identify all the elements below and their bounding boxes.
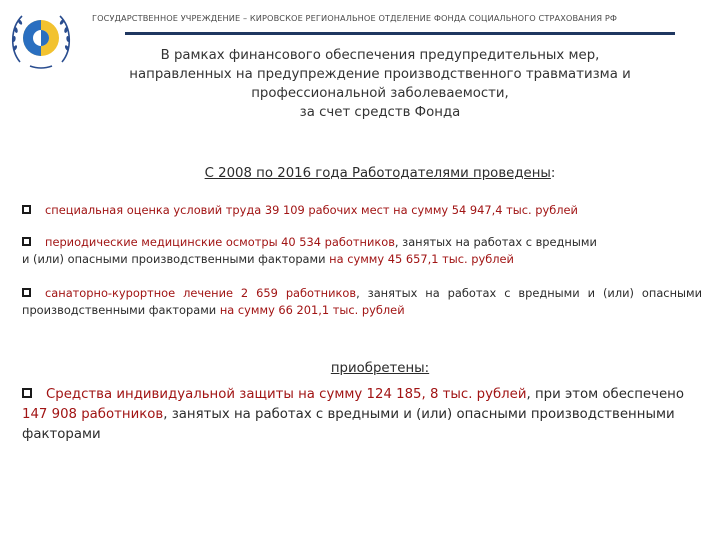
list-item [22, 234, 702, 268]
fss-emblem-icon [6, 4, 76, 74]
acquired-highlight: Средства индивидуальной защиты на сумму 124 185, 8 тыс. рублей [46, 387, 527, 402]
acquired-paragraph [22, 385, 702, 445]
intro-line: направленных на предупреждение производственного травматизма и [129, 67, 631, 82]
checkbox-bullet-icon [22, 388, 32, 398]
intro-text [70, 46, 690, 122]
section-heading-colon: : [550, 166, 556, 181]
acquired-text: , занятых на работах с вредными и (или) опасными производственными факторами [22, 407, 675, 442]
section-heading-acquired: приобретены: [330, 361, 430, 376]
checkbox-bullet-icon [22, 237, 31, 246]
acquired-highlight: 147 908 работников [22, 407, 164, 422]
header-divider [125, 32, 675, 35]
list-item-text: , занятых на работах с вредными и (или) опасными производственными факторами [22, 286, 703, 317]
section-heading-conducted [70, 166, 690, 181]
list-item-highlight: периодические медицинские осмотры 40 534 работников [45, 235, 395, 249]
intro-line: за счет средств Фонда [299, 105, 461, 120]
checkbox-bullet-icon [22, 205, 31, 214]
intro-line: В рамках финансового обеспечения предупредительных мер, [160, 48, 600, 63]
organization-title: ГОСУДАРСТВЕННОЕ УЧРЕЖДЕНИЕ – КИРОВСКОЕ РЕГИОНАЛЬНОЕ ОТДЕЛЕНИЕ ФОНДА СОЦИАЛЬНОГО СТРАХОВАНИЯ РФ [92, 13, 618, 23]
list-item [22, 202, 702, 219]
intro-line: профессиональной заболеваемости, [251, 86, 509, 101]
list-item-text: специальная оценка условий труда 39 109 рабочих мест на сумму 54 947,4 тыс. рублей [45, 203, 578, 217]
list-item-highlight: санаторно-курортное лечение 2 659 работников [45, 286, 357, 300]
acquired-text: , при этом обеспечено [526, 387, 684, 402]
checkbox-bullet-icon [22, 288, 31, 297]
list-item-text: , занятых на работах с вредными [394, 235, 597, 249]
list-item [22, 285, 702, 319]
list-item-highlight: на сумму 66 201,1 тыс. рублей [219, 303, 405, 317]
list-item-highlight: на сумму 45 657,1 тыс. рублей [329, 252, 514, 266]
section-heading-text: С 2008 по 2016 года Работодателями проведены [204, 166, 551, 181]
list-item-text: и (или) опасными производственными факторами [22, 252, 330, 266]
